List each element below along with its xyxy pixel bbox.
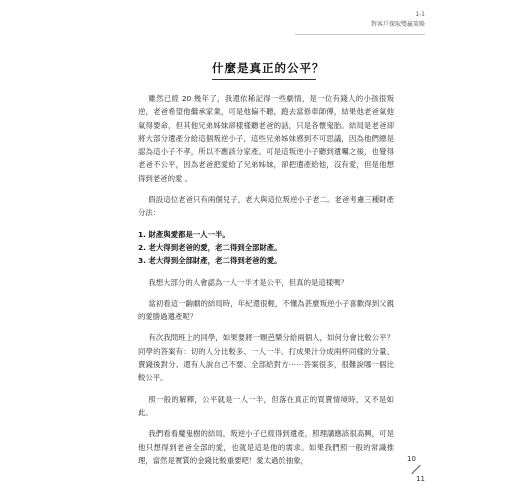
chapter-number: 1-1	[415, 11, 425, 18]
paragraph: 雖然已經 20 幾年了，我還依稀記得一些劇情，是一位有錢人的小孩很叛逆，老爸希望他繼承家業，可是他偏不聽，跑去當修車師傅，結果他老爸氣他氣得要命，但其他兄弟姊妹卻樣樣聽老爸的話，只是各懷鬼胎。結局是老爸卻將大部分遺產分給這個叛逆小子，這些兄弟姊妹感到不可思議，因為他們總是認為這小子不孝，所以不應該分家產。可是這叛逆小子聽到遺囑之後，也覺得老爸不公平，因為老爸把愛給了兄弟姊妹，卻把遺產給他，沒有愛，但是他想得到老爸的愛 。	[138, 94, 394, 183]
option-item: 1. 財產與愛都是一人一半。	[138, 229, 230, 239]
chapter-title: 對客戶探取雙贏策略	[370, 21, 425, 28]
page-number-divider	[411, 465, 420, 474]
paragraph: 照一般的解釋，公平就是一人一半，但落在真正的買賣情境時，又不是如此。	[138, 394, 394, 417]
paragraph: 假設這位老爸只有兩個兒子，老大與這位叛逆小子老二。老爸考慮三種財產分法：	[138, 195, 394, 218]
option-item: 2. 老大得到老爸的愛，老二得到全部財產。	[138, 242, 282, 252]
section-title-block	[212, 60, 325, 80]
option-item: 3. 老大得到全部財產，老二得到老爸的愛。	[138, 256, 282, 266]
paragraph: 我想大部分的人會認為一人一半才是公平，但真的是這樣嗎？	[148, 277, 348, 287]
section-title: 什麼是真正的公平？	[212, 61, 325, 75]
paragraph: 有次我問班上的同學，如果要將一顆芭樂分給兩個人，如何分會比較公平？同學的答案有：切的人分比較多、一人一半、打成果汁分成兩杯同樣的分量、賣錢後對分、還有人說自己不要、全部給對方⋯⋯答案很多，很難說哪一個比較公平。	[138, 333, 394, 383]
header-rule	[295, 34, 425, 35]
page-numbers	[407, 455, 425, 483]
paragraph: 當初看這一齣劇的結局時，年紀還很輕，不懂為甚麼叛逆小子喜歡得到父親的愛勝過遺產呢？	[138, 298, 394, 322]
page-number-right: 11	[416, 475, 425, 483]
page-number-left: 10	[407, 455, 416, 463]
paragraph: 我們看看魔鬼樹的結局，叛逆小子已經得到遺產，照理講應該很高興，可是他只想得到老爸全部的愛，也就是這是他的需求。如果我們照一般的常識推理，當然是實質的金錢比較重要吧！愛太過於抽象，	[138, 429, 394, 465]
title-underline	[212, 79, 316, 80]
body-text	[138, 92, 394, 475]
running-header	[371, 10, 425, 30]
options-list	[138, 228, 394, 268]
